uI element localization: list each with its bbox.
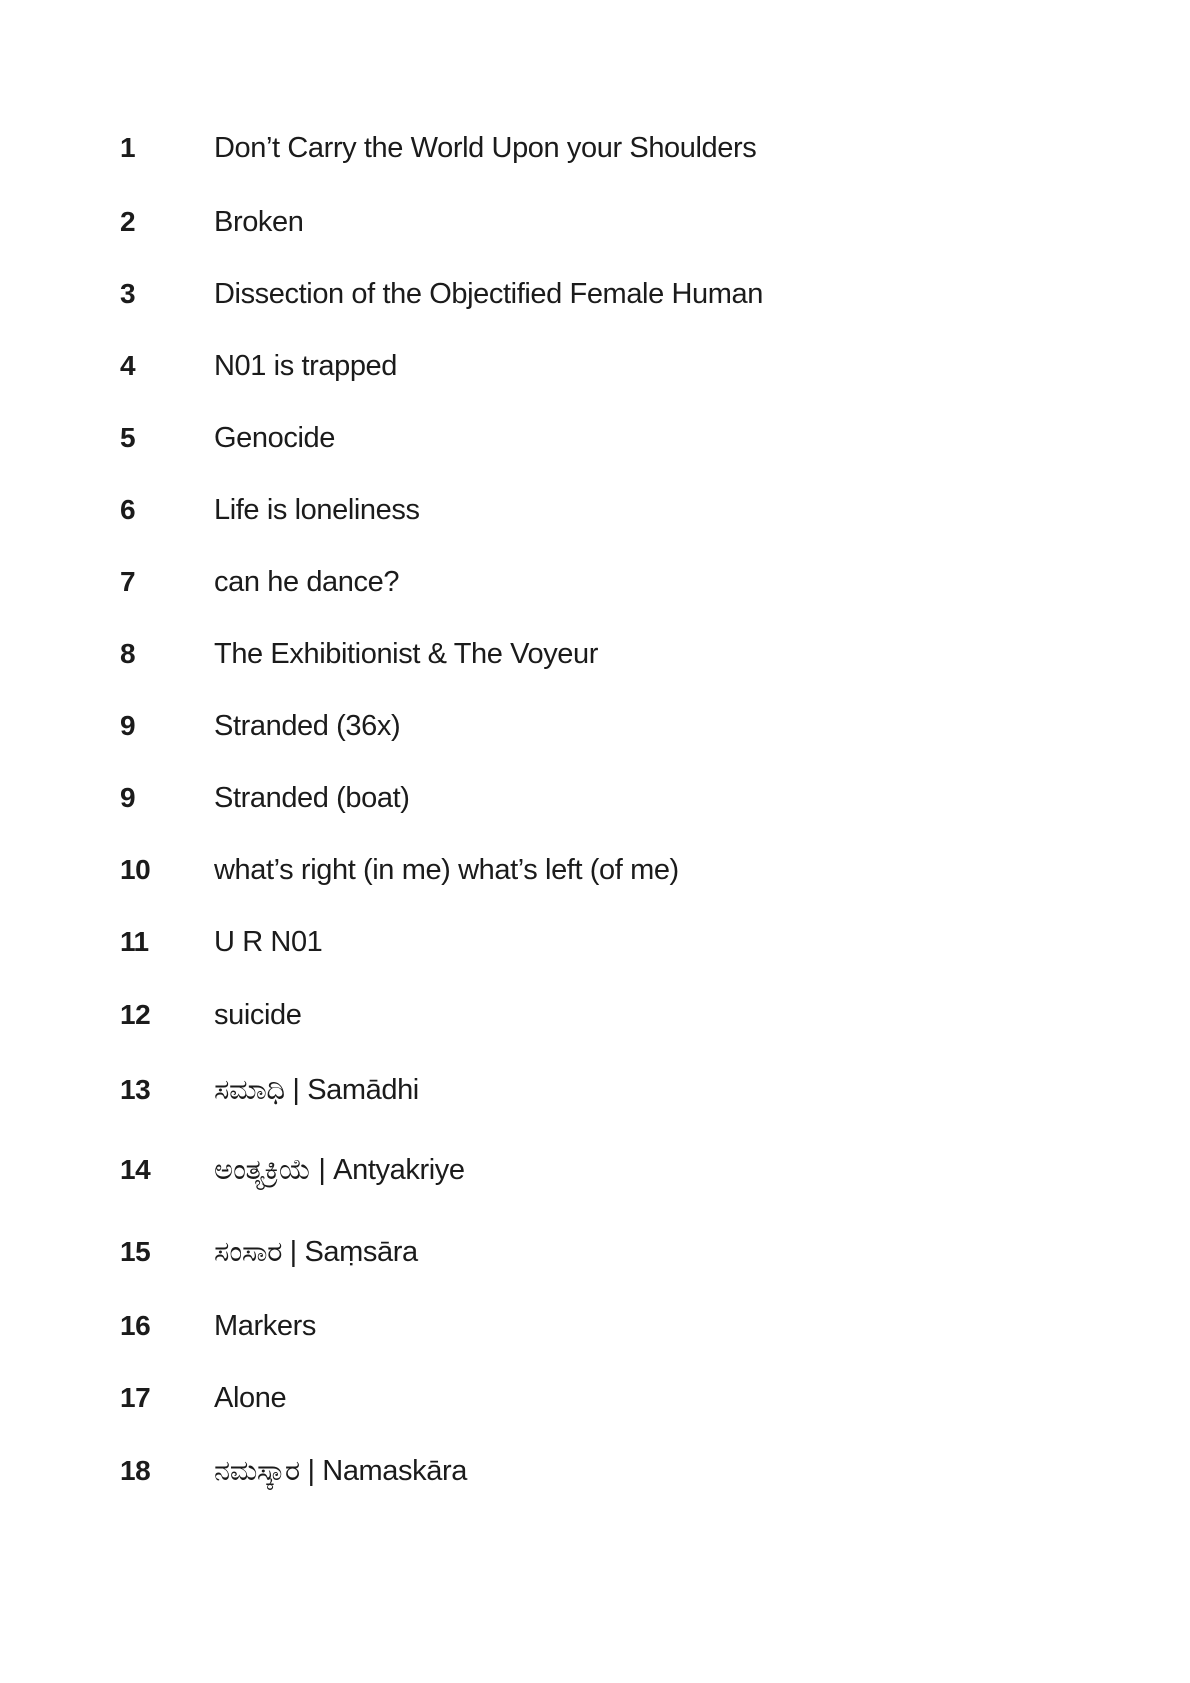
track-number: 12 bbox=[120, 999, 151, 1030]
list-item bbox=[0, 1070, 1190, 1110]
list-item bbox=[0, 706, 1190, 746]
list-item bbox=[0, 850, 1190, 890]
track-number: 11 bbox=[120, 926, 149, 957]
track-title: Genocide bbox=[214, 421, 335, 454]
track-title: can he dance? bbox=[214, 565, 400, 598]
list-item bbox=[0, 562, 1190, 602]
list-item bbox=[0, 1150, 1190, 1190]
track-number: 6 bbox=[120, 494, 136, 525]
list-item bbox=[0, 1306, 1190, 1346]
track-title: Don’t Carry the World Upon your Shoulders bbox=[214, 131, 757, 164]
list-item bbox=[0, 202, 1190, 242]
list-item bbox=[0, 1378, 1190, 1418]
list-item bbox=[0, 634, 1190, 674]
track-number: 13 bbox=[120, 1074, 151, 1105]
track-title: U R N01 bbox=[214, 925, 323, 958]
track-number: 1 bbox=[120, 132, 136, 163]
track-title: The Exhibitionist & The Voyeur bbox=[214, 637, 599, 670]
list-item bbox=[0, 418, 1190, 458]
track-number: 18 bbox=[120, 1455, 151, 1486]
track-title: Markers bbox=[214, 1309, 316, 1342]
list-item bbox=[0, 995, 1190, 1035]
track-title: ಸಂಸಾರ | Saṃsāra bbox=[214, 1235, 418, 1268]
track-title: Life is loneliness bbox=[214, 493, 420, 526]
list-item bbox=[0, 778, 1190, 818]
track-title: N01 is trapped bbox=[214, 349, 398, 382]
track-number: 17 bbox=[120, 1382, 151, 1413]
track-number: 5 bbox=[120, 422, 136, 453]
track-title: Broken bbox=[214, 205, 304, 238]
track-number: 9 bbox=[120, 782, 136, 813]
track-title: ಅಂತ್ಯಕ್ರಿಯೆ | Antyakriye bbox=[214, 1153, 465, 1186]
list-item bbox=[0, 1232, 1190, 1272]
track-number: 7 bbox=[120, 566, 136, 597]
track-number: 3 bbox=[120, 278, 136, 309]
list-item bbox=[0, 128, 1190, 168]
list-item bbox=[0, 1451, 1190, 1491]
track-title: ಸಮಾಧಿ | Samādhi bbox=[214, 1073, 419, 1106]
list-item bbox=[0, 346, 1190, 386]
track-title: ನಮಸ್ಕಾರ | Namaskāra bbox=[214, 1454, 467, 1487]
track-title: Dissection of the Objectified Female Human bbox=[214, 277, 763, 310]
list-item bbox=[0, 922, 1190, 962]
track-number: 9 bbox=[120, 710, 136, 741]
track-number: 14 bbox=[120, 1154, 151, 1185]
track-number: 16 bbox=[120, 1310, 151, 1341]
track-number: 2 bbox=[120, 206, 136, 237]
track-number: 10 bbox=[120, 854, 151, 885]
track-title: suicide bbox=[214, 998, 302, 1031]
track-number: 4 bbox=[120, 350, 136, 381]
track-title: Alone bbox=[214, 1381, 287, 1414]
track-title: Stranded (36x) bbox=[214, 709, 401, 742]
track-title: Stranded (boat) bbox=[214, 781, 410, 814]
track-title: what’s right (in me) what’s left (of me) bbox=[214, 853, 679, 886]
list-item bbox=[0, 490, 1190, 530]
track-number: 15 bbox=[120, 1236, 151, 1267]
track-number: 8 bbox=[120, 638, 136, 669]
list-item bbox=[0, 274, 1190, 314]
